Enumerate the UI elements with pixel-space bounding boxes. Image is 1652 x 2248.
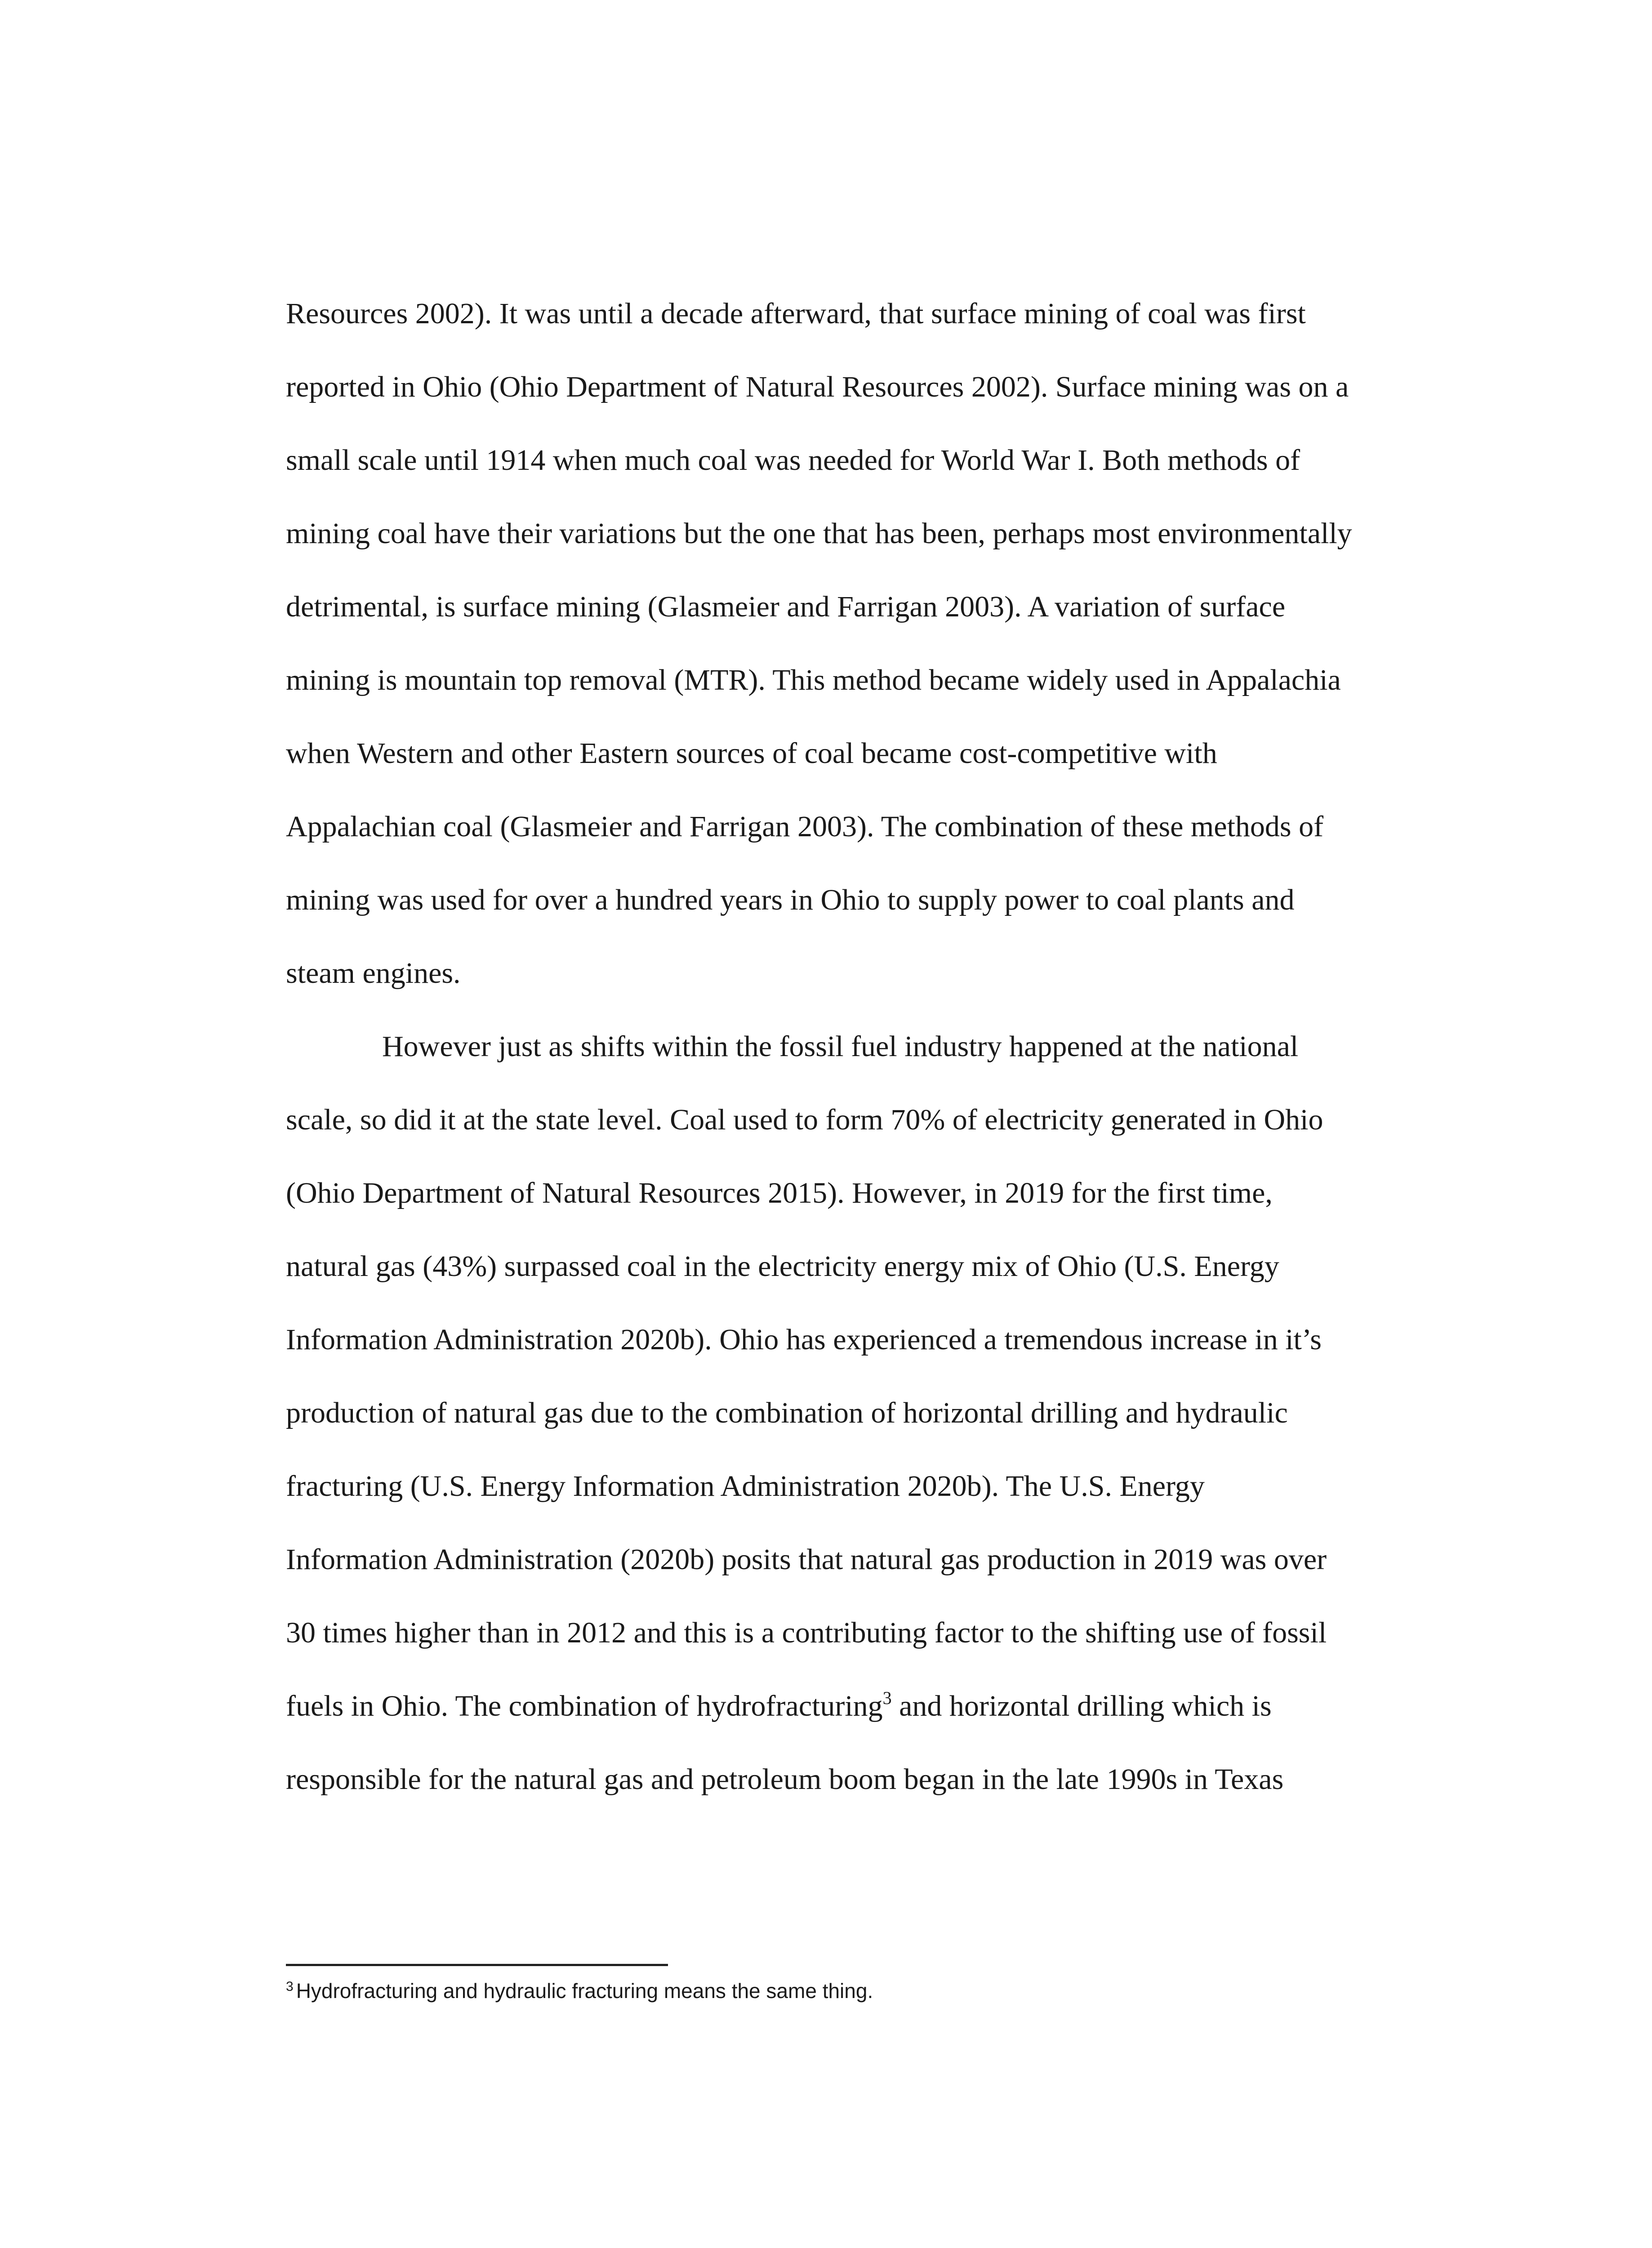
text-line: detrimental, is surface mining (Glasmeier and Farrigan 2003). A variation of surface bbox=[286, 590, 1286, 623]
footnote-reference[interactable]: 3 bbox=[882, 1688, 892, 1708]
text-line: Information Administration 2020b). Ohio has experienced a tremendous increase in it’s bbox=[286, 1323, 1322, 1356]
text-line: when Western and other Eastern sources of coal became cost-competitive with bbox=[286, 737, 1217, 770]
text-line: Information Administration (2020b) posits that natural gas production in 2019 was over bbox=[286, 1543, 1327, 1576]
text-segment: and horizontal drilling which is bbox=[891, 1690, 1272, 1722]
text-line: natural gas (43%) surpassed coal in the electricity energy mix of Ohio (U.S. Energy bbox=[286, 1250, 1279, 1283]
text-line: mining coal have their variations but the one that has been, perhaps most environmentally bbox=[286, 517, 1352, 550]
text-line: mining is mountain top removal (MTR). This method became widely used in Appalachia bbox=[286, 664, 1341, 696]
footnote-separator bbox=[286, 1964, 668, 1966]
text-line: 30 times higher than in 2012 and this is a contributing factor to the shifting use of fossil bbox=[286, 1616, 1327, 1649]
text-line: small scale until 1914 when much coal was needed for World War I. Both methods of bbox=[286, 444, 1300, 477]
text-line: (Ohio Department of Natural Resources 2015). However, in 2019 for the first time, bbox=[286, 1177, 1273, 1209]
text-line: responsible for the natural gas and petroleum boom began in the late 1990s in Texas bbox=[286, 1763, 1284, 1796]
footnote-mark: 3 bbox=[286, 1979, 294, 1994]
footnote-text: Hydrofracturing and hydraulic fracturing means the same thing. bbox=[296, 1979, 873, 2003]
text-line: steam engines. bbox=[286, 957, 461, 990]
text-line: scale, so did it at the state level. Coal used to form 70% of electricity generated in Ohio bbox=[286, 1103, 1323, 1136]
paragraph-first-line: However just as shifts within the fossil fuel industry happened at the national bbox=[382, 1030, 1299, 1063]
text-line: Appalachian coal (Glasmeier and Farrigan 2003). The combination of these methods of bbox=[286, 810, 1324, 843]
text-segment: fuels in Ohio. The combination of hydrofracturing bbox=[286, 1690, 883, 1722]
text-line: production of natural gas due to the combination of horizontal drilling and hydraulic bbox=[286, 1396, 1288, 1429]
text-line: fracturing (U.S. Energy Information Administration 2020b). The U.S. Energy bbox=[286, 1470, 1205, 1503]
text-line: Resources 2002). It was until a decade afterward, that surface mining of coal was first bbox=[286, 297, 1306, 330]
body-text bbox=[286, 291, 1437, 1830]
text-line: mining was used for over a hundred years in Ohio to supply power to coal plants and bbox=[286, 883, 1295, 916]
text-line-with-footnote-ref bbox=[286, 1684, 1437, 1757]
text-line: reported in Ohio (Ohio Department of Natural Resources 2002). Surface mining was on a bbox=[286, 370, 1349, 403]
footnote bbox=[286, 1977, 1437, 2004]
